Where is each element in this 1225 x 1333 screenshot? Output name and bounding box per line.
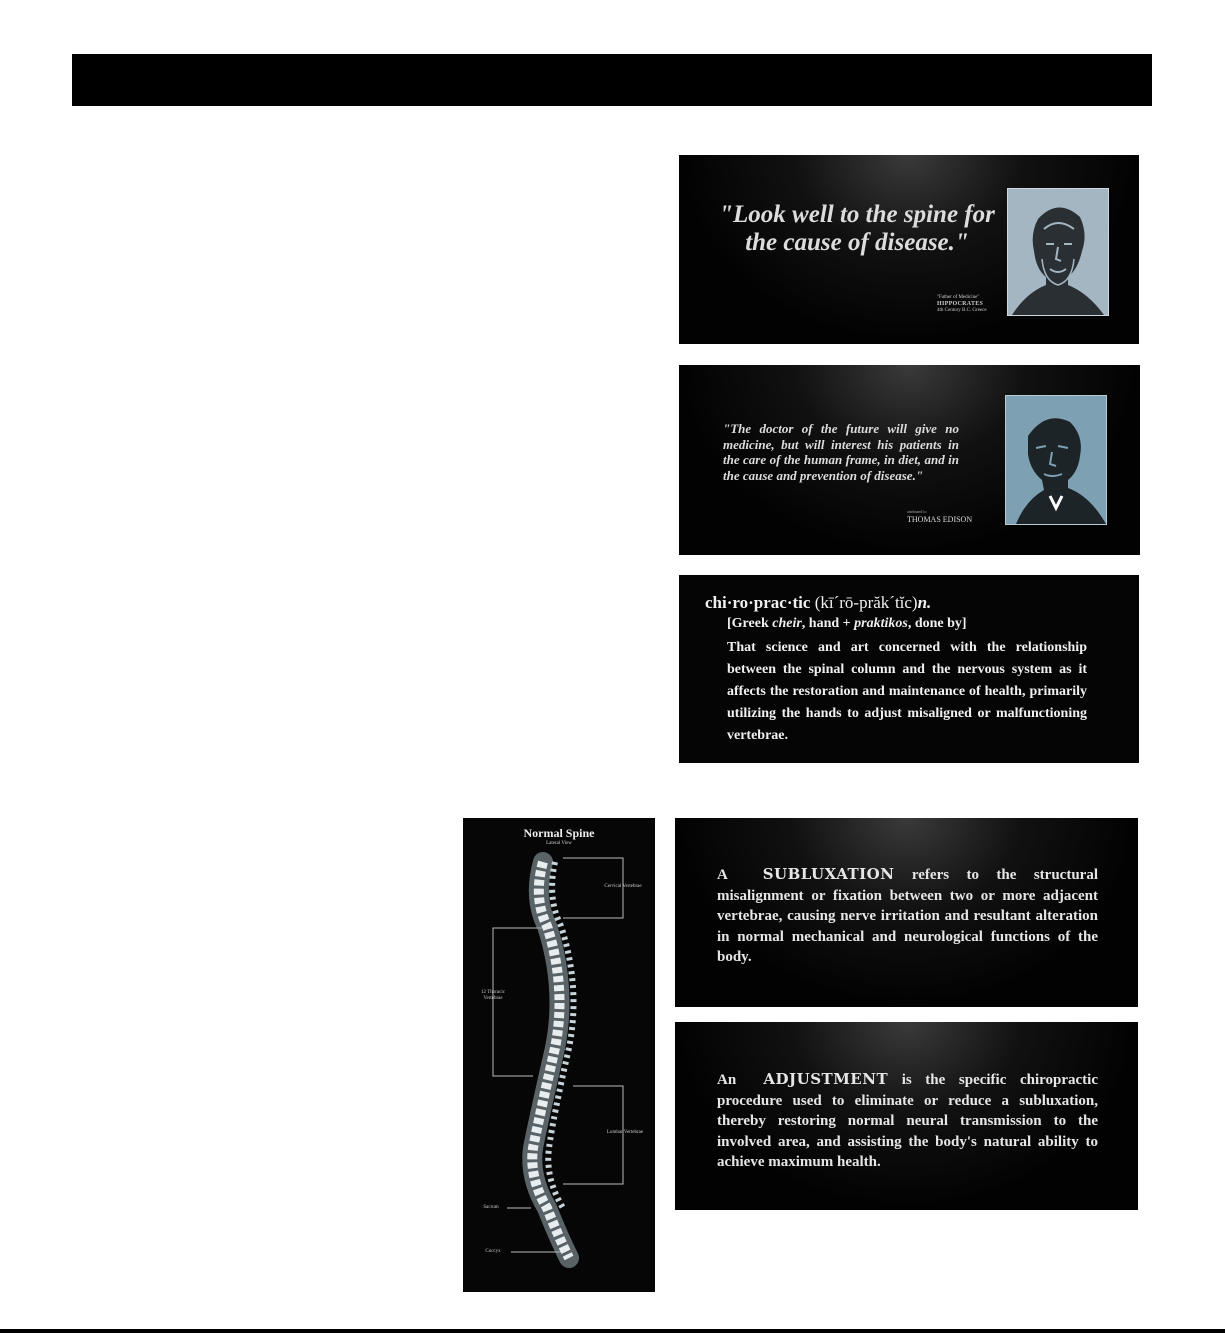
- subluxation-text: refers to the structural misalignment or fixation between two or more adjacent vertebrae, causing nerve irritation and resultant alteration in normal mechanical and neurological functions of the body.: [717, 867, 1098, 965]
- spine-subtitle: Lateral View: [546, 841, 572, 846]
- adjustment-text: is the specific chiropractic procedure used to eliminate or reduce a subluxation, thereby restoring normal neural transmission to the involved area, and assisting the body's natural ability to achieve maximum health.: [717, 1072, 1098, 1170]
- footer-rule: [0, 1329, 1225, 1333]
- hippocrates-credit-note: "Father of Medicine": [937, 295, 980, 300]
- definition-headword: chi·ro·prac·tic: [705, 593, 811, 612]
- normal-spine-panel: [463, 818, 655, 1292]
- edison-credit-name: THOMAS EDISON: [907, 515, 973, 524]
- spine-label-coccyx: Coccyx: [485, 1249, 501, 1254]
- subluxation-term: SUBLUXATION: [762, 865, 895, 883]
- spine-label-sacrum: Sacrum: [483, 1205, 499, 1210]
- edison-credit-note: attributed to: [907, 509, 927, 514]
- adjustment-prefix: An: [717, 1072, 737, 1088]
- adjustment-term: ADJUSTMENT: [763, 1070, 889, 1088]
- header-bar: [72, 54, 1152, 106]
- hippocrates-credit-name: HIPPOCRATES: [937, 301, 984, 307]
- edison-credit: [907, 509, 987, 524]
- subluxation-prefix: A: [717, 867, 728, 883]
- adjustment-text-block: [717, 1069, 1098, 1173]
- hippocrates-portrait: [1007, 188, 1109, 316]
- subluxation-definition-panel: [675, 818, 1138, 1007]
- spine-label-lumbar: Lumbar Vertebrae: [606, 1130, 644, 1135]
- edison-quote-panel: [679, 365, 1140, 555]
- etymology-mid: , hand +: [801, 616, 855, 631]
- etymology-close: , done by]: [907, 616, 967, 631]
- hippocrates-quote-panel: [679, 155, 1139, 344]
- definition-pos: n.: [917, 593, 932, 612]
- spine-label-thoracic: 12 Thoracic Vertebrae: [481, 990, 505, 1001]
- definition-body: That science and art concerned with the relationship between the spinal column and the nervous system as it affects the restoration and maintenance of health, primarily utilizing the hands to adjust misaligned or malfunctioning vertebrae.: [727, 640, 1087, 743]
- definition-pronunciation: (kī´rō-prăk´tĭc): [814, 593, 918, 612]
- hippocrates-credit-date: 4th Century B.C. Greece: [937, 308, 987, 313]
- chiropractic-definition-panel: [679, 575, 1139, 763]
- hippocrates-credit: [937, 295, 997, 314]
- edison-quote: "The doctor of the future will give no medicine, but will interest his patients in the care of the human frame, in diet, and in the cause and prevention of disease.": [723, 421, 959, 483]
- spine-title: Normal Spine: [523, 826, 595, 840]
- subluxation-text-block: [717, 864, 1098, 968]
- edison-portrait: [1005, 395, 1107, 525]
- definition-etymology: [727, 616, 967, 632]
- etymology-word-cheir: cheir: [772, 616, 802, 631]
- spine-label-cervical: Cervical Vertebrae: [604, 884, 642, 889]
- etymology-word-praktikos: praktikos: [854, 616, 908, 631]
- hippocrates-quote: "Look well to the spine for the cause of disease.": [719, 201, 995, 256]
- adjustment-definition-panel: [675, 1022, 1138, 1210]
- etymology-open: [Greek: [727, 616, 773, 631]
- definition-headword-line: [705, 593, 931, 613]
